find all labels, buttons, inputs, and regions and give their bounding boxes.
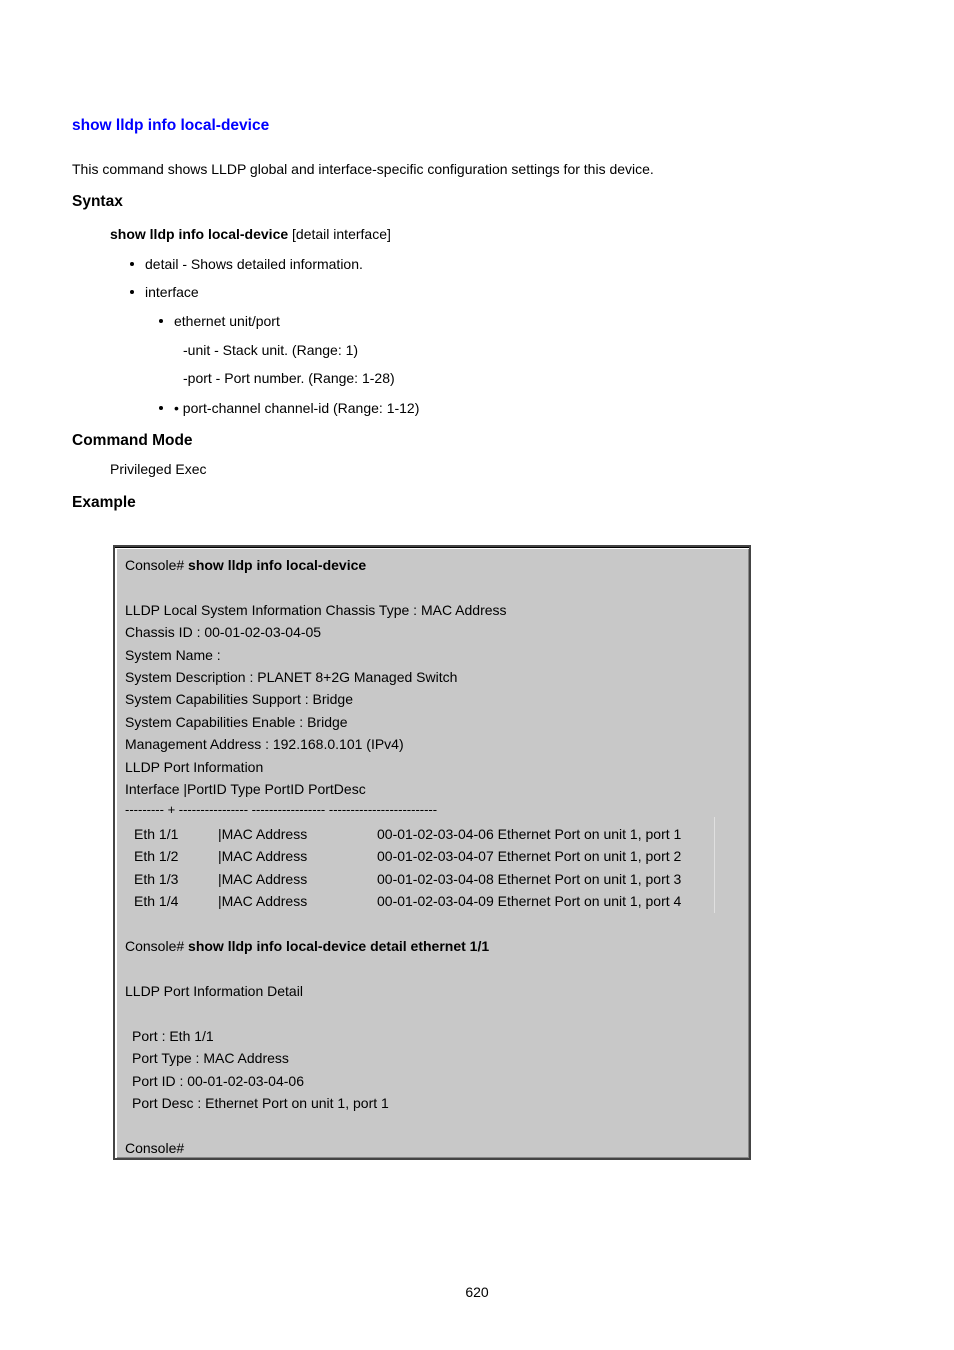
row-interface: Eth 1/3 xyxy=(134,871,179,887)
console-final-prompt: Console# xyxy=(125,1140,185,1156)
row-type: |MAC Address xyxy=(218,848,308,864)
intro-text: This command shows LLDP global and interface-specific configuration settings for this device. xyxy=(72,161,654,177)
bullet-item xyxy=(145,285,199,299)
console-detail-line: Port Type : MAC Address xyxy=(132,1050,289,1066)
console-detail-line: Port ID : 00-01-02-03-04-06 xyxy=(132,1073,304,1089)
unit-range-text: -unit - Stack unit. (Range: 1) xyxy=(183,342,359,358)
row-type: |MAC Address xyxy=(218,826,308,842)
console-output-line: System Capabilities Support : Bridge xyxy=(125,691,353,707)
console-example-box xyxy=(113,545,751,1160)
bullet-icon xyxy=(159,319,163,323)
row-id-desc: 00-01-02-03-04-09 Ethernet Port on unit 1, port 4 xyxy=(377,893,682,909)
console-command-line xyxy=(125,558,366,572)
row-interface: Eth 1/4 xyxy=(134,893,179,909)
row-id-desc: 00-01-02-03-04-07 Ethernet Port on unit 1, port 2 xyxy=(377,848,682,864)
sub-bullet-item xyxy=(174,314,280,328)
console-command: show lldp info local-device detail ethernet 1/1 xyxy=(188,938,490,954)
console-table-separator: --------- + ---------------- ----------------- ------------------------- xyxy=(125,802,438,817)
bullet-icon xyxy=(130,262,134,266)
console-output-line: Chassis ID : 00-01-02-03-04-05 xyxy=(125,624,322,640)
bullet-icon xyxy=(130,290,134,294)
syntax-command: show lldp info local-device xyxy=(110,226,289,242)
port-range-text: -port - Port number. (Range: 1-28) xyxy=(183,370,395,386)
console-command-line xyxy=(125,939,489,953)
row-id-desc: 00-01-02-03-04-06 Ethernet Port on unit 1, port 1 xyxy=(377,826,682,842)
console-prompt: Console# xyxy=(125,557,189,573)
syntax-heading: Syntax xyxy=(72,193,123,210)
row-interface: Eth 1/2 xyxy=(134,848,179,864)
console-detail-title: LLDP Port Information Detail xyxy=(125,983,303,999)
example-heading: Example xyxy=(72,494,136,511)
sub-bullet-label: ethernet unit/port xyxy=(174,313,280,329)
console-detail-line: Port Desc : Ethernet Port on unit 1, port 1 xyxy=(132,1095,389,1111)
bullet-icon xyxy=(159,406,163,410)
console-output-line: LLDP Port Information xyxy=(125,759,264,775)
console-output-line: System Description : PLANET 8+2G Managed Switch xyxy=(125,669,458,685)
syntax-args: [detail interface] xyxy=(288,226,391,242)
command-mode-value: Privileged Exec xyxy=(110,461,207,477)
sub-bullet-item xyxy=(174,401,419,415)
syntax-line xyxy=(110,227,391,241)
row-id-desc: 00-01-02-03-04-08 Ethernet Port on unit 1, port 3 xyxy=(377,871,682,887)
console-output-line: LLDP Local System Information Chassis Type : MAC Address xyxy=(125,602,507,618)
console-output-line: System Name : xyxy=(125,647,221,663)
console-table-header: Interface |PortID Type PortID PortDesc xyxy=(125,781,366,797)
command-mode-heading: Command Mode xyxy=(72,432,193,449)
console-command: show lldp info local-device xyxy=(188,557,367,573)
row-type: |MAC Address xyxy=(218,871,308,887)
console-prompt: Console# xyxy=(125,938,189,954)
command-heading: show lldp info local-device xyxy=(72,117,270,134)
row-type: |MAC Address xyxy=(218,893,308,909)
bullet-label: interface xyxy=(145,284,199,300)
console-output-line: System Capabilities Enable : Bridge xyxy=(125,714,348,730)
sub-bullet-label: • port-channel channel-id (Range: 1-12) xyxy=(174,400,420,416)
page-number: 620 xyxy=(465,1284,489,1300)
console-detail-line: Port : Eth 1/1 xyxy=(132,1028,214,1044)
console-output-line: Management Address : 192.168.0.101 (IPv4) xyxy=(125,736,404,752)
row-interface: Eth 1/1 xyxy=(134,826,179,842)
column-divider xyxy=(714,817,715,913)
bullet-item xyxy=(145,257,363,271)
bullet-label: detail - Shows detailed information. xyxy=(145,256,363,272)
